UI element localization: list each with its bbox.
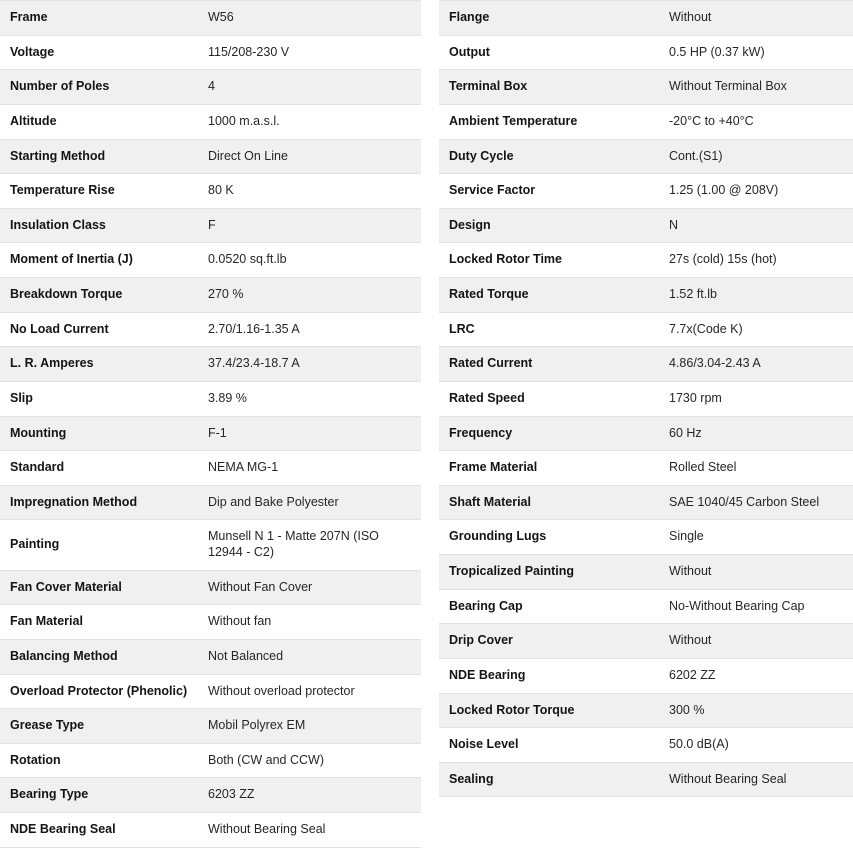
table-row <box>439 381 853 416</box>
spec-label: Design <box>439 208 659 243</box>
spec-label: Frame <box>0 1 198 36</box>
spec-label: NDE Bearing <box>439 658 659 693</box>
table-row <box>439 555 853 590</box>
spec-value: Munsell N 1 - Matte 207N (ISO 12944 - C2) <box>198 520 421 570</box>
spec-value: F-1 <box>198 416 421 451</box>
spec-label: Duty Cycle <box>439 139 659 174</box>
table-row <box>439 728 853 763</box>
table-row <box>0 416 421 451</box>
spec-label: Frequency <box>439 416 659 451</box>
spec-value: 7.7x(Code K) <box>659 312 853 347</box>
table-row <box>0 278 421 313</box>
spec-label: Starting Method <box>0 139 198 174</box>
table-row <box>439 70 853 105</box>
spec-value: 50.0 dB(A) <box>659 728 853 763</box>
table-row <box>439 208 853 243</box>
spec-label: No Load Current <box>0 312 198 347</box>
table-row <box>0 139 421 174</box>
table-row <box>439 485 853 520</box>
specifications-right-body <box>439 1 853 797</box>
spec-label: Locked Rotor Torque <box>439 693 659 728</box>
spec-label: Insulation Class <box>0 208 198 243</box>
spec-value: 37.4/23.4-18.7 A <box>198 347 421 382</box>
spec-label: Rotation <box>0 743 198 778</box>
spec-label: Fan Cover Material <box>0 570 198 605</box>
spec-value: Both (CW and CCW) <box>198 743 421 778</box>
spec-value: Without <box>659 624 853 659</box>
spec-label: Rated Torque <box>439 278 659 313</box>
spec-value: 270 % <box>198 278 421 313</box>
spec-label: Bearing Type <box>0 778 198 813</box>
table-row <box>439 278 853 313</box>
spec-label: Altitude <box>0 104 198 139</box>
spec-value: 60 Hz <box>659 416 853 451</box>
table-row <box>439 104 853 139</box>
spec-label: Terminal Box <box>439 70 659 105</box>
spec-label: Number of Poles <box>0 70 198 105</box>
spec-label: Impregnation Method <box>0 485 198 520</box>
spec-value: 1000 m.a.s.l. <box>198 104 421 139</box>
table-row <box>439 35 853 70</box>
spec-label: Ambient Temperature <box>439 104 659 139</box>
spec-value: 2.70/1.16-1.35 A <box>198 312 421 347</box>
specifications-left-column <box>0 0 421 848</box>
table-row <box>0 1 421 36</box>
table-row <box>439 624 853 659</box>
table-row <box>0 743 421 778</box>
spec-value: 4.86/3.04-2.43 A <box>659 347 853 382</box>
spec-value: 300 % <box>659 693 853 728</box>
spec-value: 3.89 % <box>198 381 421 416</box>
table-row <box>0 709 421 744</box>
table-row <box>0 520 421 570</box>
table-row <box>439 658 853 693</box>
spec-value: Without Bearing Seal <box>659 762 853 797</box>
table-row <box>0 347 421 382</box>
table-row <box>439 416 853 451</box>
table-row <box>0 674 421 709</box>
spec-value: 1.52 ft.lb <box>659 278 853 313</box>
spec-label: Sealing <box>439 762 659 797</box>
spec-label: Voltage <box>0 35 198 70</box>
table-row <box>0 174 421 209</box>
table-row <box>439 347 853 382</box>
specifications-left-body <box>0 1 421 848</box>
table-row <box>0 570 421 605</box>
table-row <box>0 35 421 70</box>
spec-label: Drip Cover <box>439 624 659 659</box>
spec-value: -20°C to +40°C <box>659 104 853 139</box>
spec-label: Overload Protector (Phenolic) <box>0 674 198 709</box>
spec-label: Bearing Cap <box>439 589 659 624</box>
spec-value: Without Bearing Seal <box>198 813 421 848</box>
spec-label: L. R. Amperes <box>0 347 198 382</box>
table-row <box>0 485 421 520</box>
spec-label: Slip <box>0 381 198 416</box>
table-row <box>439 520 853 555</box>
table-row <box>439 174 853 209</box>
spec-label: Rated Current <box>439 347 659 382</box>
spec-value: W56 <box>198 1 421 36</box>
spec-value: Without fan <box>198 605 421 640</box>
spec-label: Grounding Lugs <box>439 520 659 555</box>
spec-label: Breakdown Torque <box>0 278 198 313</box>
spec-value: 1730 rpm <box>659 381 853 416</box>
spec-label: Noise Level <box>439 728 659 763</box>
spec-label: Balancing Method <box>0 639 198 674</box>
spec-value: 4 <box>198 70 421 105</box>
table-row <box>439 589 853 624</box>
specifications-table-left <box>0 0 421 848</box>
table-row <box>0 104 421 139</box>
table-row <box>439 693 853 728</box>
table-row <box>439 139 853 174</box>
spec-value: Rolled Steel <box>659 451 853 486</box>
spec-value: 6203 ZZ <box>198 778 421 813</box>
table-row <box>439 1 853 36</box>
spec-label: Locked Rotor Time <box>439 243 659 278</box>
table-row <box>439 312 853 347</box>
spec-value: NEMA MG-1 <box>198 451 421 486</box>
spec-value: Mobil Polyrex EM <box>198 709 421 744</box>
spec-value: 27s (cold) 15s (hot) <box>659 243 853 278</box>
spec-label: Service Factor <box>439 174 659 209</box>
spec-value: Dip and Bake Polyester <box>198 485 421 520</box>
spec-value: N <box>659 208 853 243</box>
spec-value: Without Terminal Box <box>659 70 853 105</box>
spec-label: Painting <box>0 520 198 570</box>
table-row <box>0 451 421 486</box>
spec-label: Standard <box>0 451 198 486</box>
spec-label: Fan Material <box>0 605 198 640</box>
table-row <box>0 778 421 813</box>
table-row <box>0 639 421 674</box>
spec-label: Rated Speed <box>439 381 659 416</box>
spec-value: Without <box>659 1 853 36</box>
spec-value: 80 K <box>198 174 421 209</box>
spec-value: 0.5 HP (0.37 kW) <box>659 35 853 70</box>
spec-value: Cont.(S1) <box>659 139 853 174</box>
table-row <box>0 243 421 278</box>
table-row <box>0 605 421 640</box>
spec-label: Temperature Rise <box>0 174 198 209</box>
spec-value: Single <box>659 520 853 555</box>
spec-label: Output <box>439 35 659 70</box>
table-row <box>0 381 421 416</box>
spec-value: F <box>198 208 421 243</box>
spec-value: 115/208-230 V <box>198 35 421 70</box>
spec-label: Grease Type <box>0 709 198 744</box>
spec-value: No-Without Bearing Cap <box>659 589 853 624</box>
spec-label: Mounting <box>0 416 198 451</box>
spec-label: LRC <box>439 312 659 347</box>
specifications-right-column <box>439 0 853 797</box>
table-row <box>0 70 421 105</box>
table-row <box>439 451 853 486</box>
spec-value: Direct On Line <box>198 139 421 174</box>
spec-label: Flange <box>439 1 659 36</box>
table-row <box>439 762 853 797</box>
table-row <box>0 813 421 848</box>
spec-label: Tropicalized Painting <box>439 555 659 590</box>
spec-value: 0.0520 sq.ft.lb <box>198 243 421 278</box>
spec-value: Without overload protector <box>198 674 421 709</box>
spec-label: NDE Bearing Seal <box>0 813 198 848</box>
spec-label: Frame Material <box>439 451 659 486</box>
table-row <box>439 243 853 278</box>
spec-value: 1.25 (1.00 @ 208V) <box>659 174 853 209</box>
table-row <box>0 312 421 347</box>
spec-value: Without <box>659 555 853 590</box>
spec-label: Shaft Material <box>439 485 659 520</box>
spec-value: Without Fan Cover <box>198 570 421 605</box>
spec-value: 6202 ZZ <box>659 658 853 693</box>
specifications-table-right <box>439 0 853 797</box>
spec-value: SAE 1040/45 Carbon Steel <box>659 485 853 520</box>
table-row <box>0 208 421 243</box>
spec-value: Not Balanced <box>198 639 421 674</box>
spec-label: Moment of Inertia (J) <box>0 243 198 278</box>
